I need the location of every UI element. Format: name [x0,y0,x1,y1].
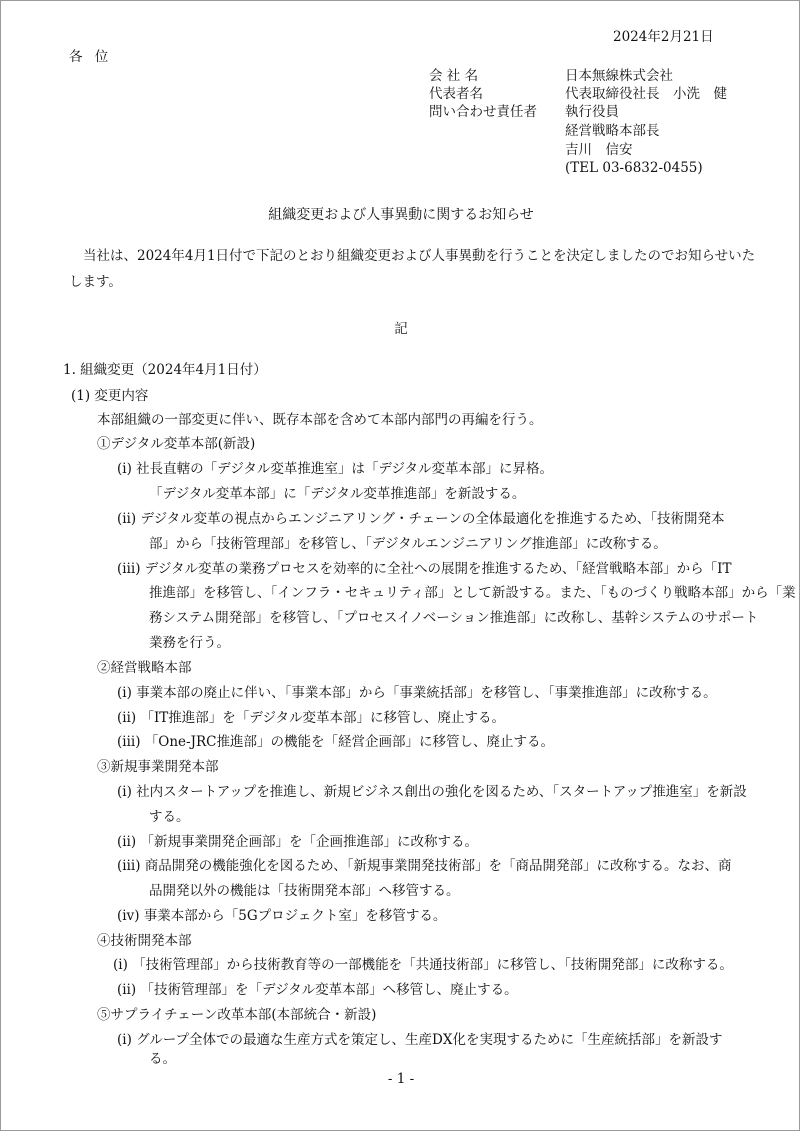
group-heading: ①デジタル変革本部(新設) [97,436,256,452]
item-cont: 「デジタル変革本部」に「デジタル変革推進部」を新設する。 [149,486,526,502]
intro-paragraph: 当社は、2024年4月1日付で下記のとおり組織変更および人事異動を行うことを決定しましたのでお知らせいた [83,248,756,264]
contact-phone: (TEL 03-6832-0455) [565,160,703,176]
item-line: (ⅳ) 事業本部から「5Gプロジェクト室」を移管する。 [117,908,447,924]
item-line: (ⅰ) 社長直轄の「デジタル変革推進室」は「デジタル変革本部」に昇格。 [117,461,554,477]
item-line: (ⅲ) 商品開発の機能強化を図るため、「新規事業開発技術部」を「商品開発部」に改称する。なお、商 [117,858,732,874]
item-line: (ⅲ) デジタル変革の業務プロセスを効率的に全社への展開を推進するため、「経営戦略本部」から「IT [117,561,732,577]
subsection-heading: (1) 変更内容 [71,388,149,404]
representative-label: 代表者名 [429,86,483,102]
item-cont: 品開発以外の機能は「技術開発本部」へ移管する。 [149,883,460,899]
group-heading: ④技術開発本部 [97,933,192,949]
item-line: (ⅱ) 「技術管理部」を「デジタル変革本部」へ移管し、廃止する。 [117,982,518,998]
intro-paragraph-cont: します。 [69,274,122,290]
page-number: - 1 - [387,1071,415,1087]
item-line: (ⅲ) 「One-JRC推進部」の機能を「経営企画部」に移管し、廃止する。 [117,734,554,750]
company-label: 会 社 名 [429,68,479,84]
item-line: (ⅱ) 「IT推進部」を「デジタル変革本部」に移管し、廃止する。 [117,710,505,726]
contact-line: 吉川 信安 [565,142,633,158]
group-heading: ②経営戦略本部 [97,660,192,676]
contact-label: 問い合わせ責任者 [429,104,537,120]
group-heading: ③新規事業開発本部 [97,759,219,775]
issue-date: 2024年2月21日 [613,29,714,45]
section-heading: 1. 組織変更（2024年4月1日付） [63,362,267,378]
item-cont: 推進部」を移管し、「インフラ・セキュリティ部」として新設する。また、「ものづくり戦略本部」から「業 [149,585,796,601]
addressee: 各 位 [69,49,113,65]
item-cont: 部」から「技術管理部」を移管し、「デジタルエンジニアリング推進部」に改称する。 [149,536,667,552]
item-cont: する。 [149,809,190,825]
item-line: (ⅰ) 「技術管理部」から技術教育等の一部機能を「共通技術部」に移管し、「技術開発部」に改称する。 [113,957,733,973]
item-line: (ⅰ) グループ全体での最適な生産方式を策定し、生産DX化を実現するために「生産統括部」を新設す [117,1032,723,1048]
item-line: (ⅱ) デジタル変革の視点からエンジニアリング・チェーンの全体最適化を推進するため、「技術開発本 [117,511,725,527]
ki-heading: 記 [394,321,408,337]
company-name: 日本無線株式会社 [565,68,673,84]
representative-name: 代表取締役社長 小洗 健 [565,86,727,102]
contact-line: 経営戦略本部長 [565,123,660,139]
page-title: 組織変更および人事異動に関するお知らせ [268,207,534,223]
body-line: 本部組織の一部変更に伴い、既存本部を含めて本部内部門の再編を行う。 [97,412,543,428]
item-line: (ⅱ) 「新規事業開発企画部」を「企画推進部」に改称する。 [117,834,478,850]
item-line: (ⅰ) 事業本部の廃止に伴い、「事業本部」から「事業統括部」を移管し、「事業推進部」に改称する。 [117,685,717,701]
item-cont: る。 [149,1051,176,1067]
item-cont: 業務を行う。 [149,635,230,651]
item-line: (ⅰ) 社内スタートアップを推進し、新規ビジネス創出の強化を図るため、「スタートアップ推進室」を新設 [117,784,747,800]
contact-line: 執行役員 [565,104,619,120]
item-cont: 務システム開発部」を移管し、「プロセスイノベーション推進部」に改称し、基幹システムのサポート [149,610,759,626]
group-heading: ⑤サプライチェーン改革本部(本部統合・新設) [97,1007,377,1023]
